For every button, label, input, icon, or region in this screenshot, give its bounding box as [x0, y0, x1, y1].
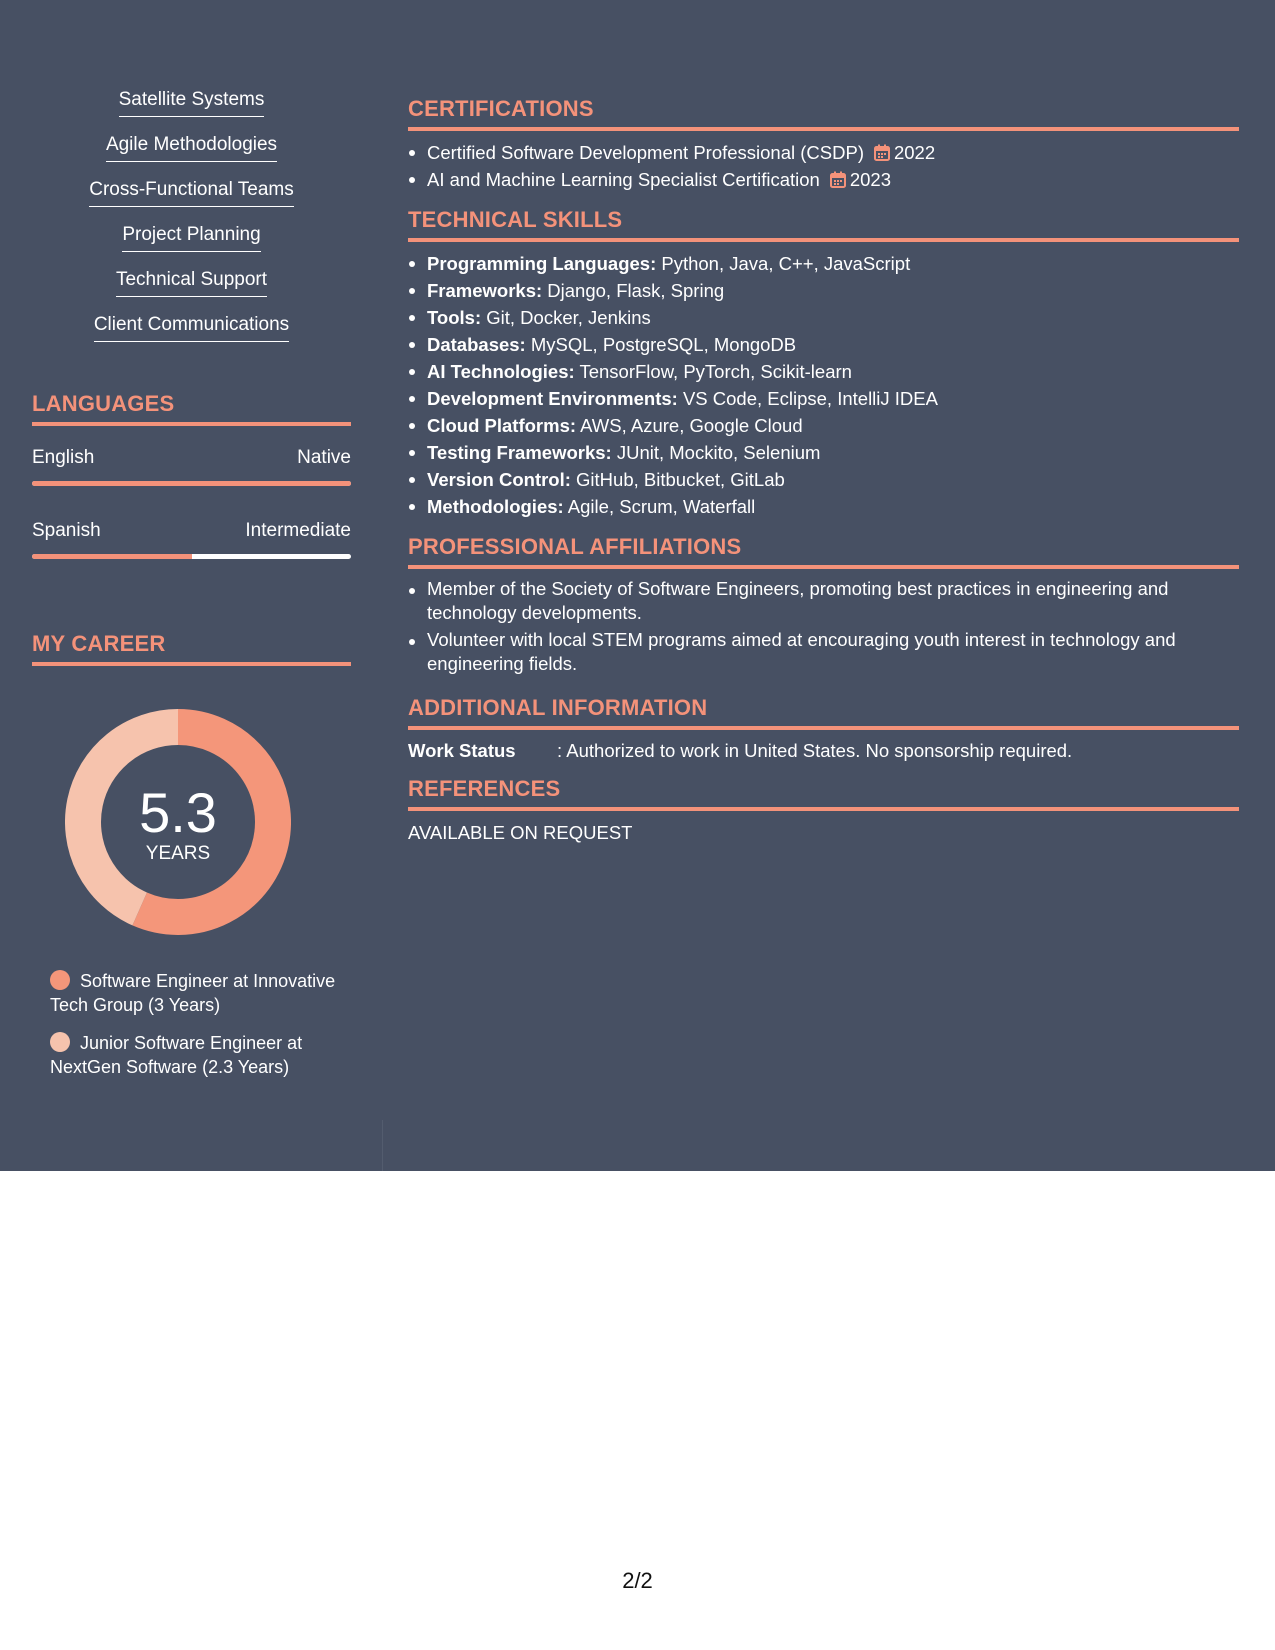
skill-values: Django, Flask, Spring [542, 280, 725, 301]
language-row [32, 444, 351, 472]
section-divider [408, 807, 1239, 811]
legend-item [50, 969, 350, 1017]
certifications-title: CERTIFICATIONS [408, 96, 594, 121]
section-divider [408, 127, 1239, 131]
skill-entry [408, 358, 1239, 385]
language-level: Native [297, 447, 351, 468]
career-total-years: 5.3 [139, 781, 217, 844]
skill-label[interactable]: Client Communications [94, 311, 289, 342]
technical-skills-title: TECHNICAL SKILLS [408, 207, 623, 232]
page-number: 2/2 [622, 1568, 653, 1593]
skill-label[interactable]: Cross-Functional Teams [89, 176, 294, 207]
references-section [408, 775, 1239, 846]
career-legend [50, 969, 350, 1093]
affiliations-section [408, 533, 1239, 679]
skill-entry [408, 412, 1239, 439]
skill-link[interactable] [32, 311, 351, 356]
skill-category: Development Environments: [427, 388, 678, 409]
skill-link[interactable] [32, 266, 351, 311]
skill-category: Testing Frameworks: [427, 442, 612, 463]
skills-list [32, 86, 351, 356]
certification-year: 2023 [849, 169, 891, 190]
column-divider [382, 1120, 383, 1171]
skill-values: TensorFlow, PyTorch, Scikit-learn [574, 361, 852, 382]
language-name: English [32, 447, 95, 468]
skill-label[interactable]: Agile Methodologies [106, 131, 277, 162]
skill-entry [408, 385, 1239, 412]
section-divider [408, 726, 1239, 730]
certifications-section [408, 95, 1239, 193]
skill-category: Tools: [427, 307, 482, 328]
skill-entry [408, 304, 1239, 331]
skill-link[interactable] [32, 131, 351, 176]
legend-label: Junior Software Engineer at NextGen Software (2.3 Years) [50, 1033, 303, 1077]
skill-entry [408, 439, 1239, 466]
skill-category: Version Control: [427, 469, 571, 490]
work-status-value: : Authorized to work in United States. No sponsorship required. [557, 740, 1073, 761]
skill-link[interactable] [32, 221, 351, 266]
legend-item [50, 1031, 350, 1079]
certification-year: 2022 [893, 142, 936, 163]
skill-entry [408, 493, 1239, 520]
references-title: REFERENCES [408, 776, 561, 801]
skill-values: Agile, Scrum, Waterfall [563, 496, 756, 517]
references-text: AVAILABLE ON REQUEST [408, 822, 633, 843]
language-bar-fill [32, 554, 192, 559]
affiliations-title: PROFESSIONAL AFFILIATIONS [408, 534, 742, 559]
affiliation-item: Volunteer with local STEM programs aimed at encouraging youth interest in technology and engineering fields. [408, 628, 1239, 676]
career-years-unit: YEARS [145, 843, 211, 864]
legend-dot-icon [50, 970, 70, 990]
work-status-row [408, 738, 1239, 764]
skill-category: Cloud Platforms: [427, 415, 577, 436]
additional-info-title: ADDITIONAL INFORMATION [408, 695, 708, 720]
additional-info-section [408, 694, 1239, 764]
skill-entry [408, 277, 1239, 304]
section-divider [32, 422, 351, 426]
technical-skills-section [408, 206, 1239, 520]
work-status-label: Work Status [408, 740, 516, 761]
skill-values: Python, Java, C++, JavaScript [656, 253, 911, 274]
language-bar [32, 481, 351, 486]
legend-label: Software Engineer at Innovative Tech Group (3 Years) [50, 971, 336, 1015]
skill-values: AWS, Azure, Google Cloud [576, 415, 803, 436]
language-level: Intermediate [245, 520, 351, 541]
career-donut-chart [65, 709, 291, 935]
language-bar [32, 554, 351, 559]
language-bar-fill [32, 481, 351, 486]
skill-values: MySQL, PostgreSQL, MongoDB [525, 334, 797, 355]
skill-category: AI Technologies: [427, 361, 575, 382]
certification-item [408, 166, 1239, 193]
donut-center [65, 709, 291, 935]
section-divider [408, 565, 1239, 569]
affiliation-item: Member of the Society of Software Engineers, promoting best practices in engineering and technology developments. [408, 577, 1239, 625]
affiliations-list [408, 577, 1239, 676]
section-divider [408, 238, 1239, 242]
languages-section [32, 390, 351, 559]
calendar-icon [830, 171, 846, 188]
calendar-icon [874, 144, 890, 161]
section-divider [32, 662, 351, 666]
skill-entry [408, 466, 1239, 493]
technical-skills-list [408, 250, 1239, 520]
skill-category: Methodologies: [427, 496, 564, 517]
skill-entry [408, 250, 1239, 277]
skill-label[interactable]: Satellite Systems [119, 86, 265, 117]
skill-category: Databases: [427, 334, 526, 355]
certification-item [408, 139, 1239, 166]
certification-name: AI and Machine Learning Specialist Certification [427, 169, 820, 190]
legend-dot-icon [50, 1032, 70, 1052]
skill-values: JUnit, Mockito, Selenium [611, 442, 821, 463]
career-title: MY CAREER [32, 631, 166, 656]
skill-values: Git, Docker, Jenkins [481, 307, 651, 328]
certification-name: Certified Software Development Professional (CSDP) [427, 142, 864, 163]
skill-category: Frameworks: [427, 280, 543, 301]
languages-title: LANGUAGES [32, 391, 175, 416]
skill-category: Programming Languages: [427, 253, 657, 274]
language-name: Spanish [32, 520, 101, 541]
skill-entry [408, 331, 1239, 358]
skill-link[interactable] [32, 176, 351, 221]
skill-values: GitHub, Bitbucket, GitLab [570, 469, 785, 490]
skill-values: VS Code, Eclipse, IntelliJ IDEA [677, 388, 938, 409]
skill-link[interactable] [32, 86, 351, 131]
certifications-list [408, 139, 1239, 193]
language-row [32, 517, 351, 545]
career-section [32, 630, 351, 1077]
skill-label[interactable]: Technical Support [116, 266, 267, 297]
skill-label[interactable]: Project Planning [122, 221, 260, 252]
